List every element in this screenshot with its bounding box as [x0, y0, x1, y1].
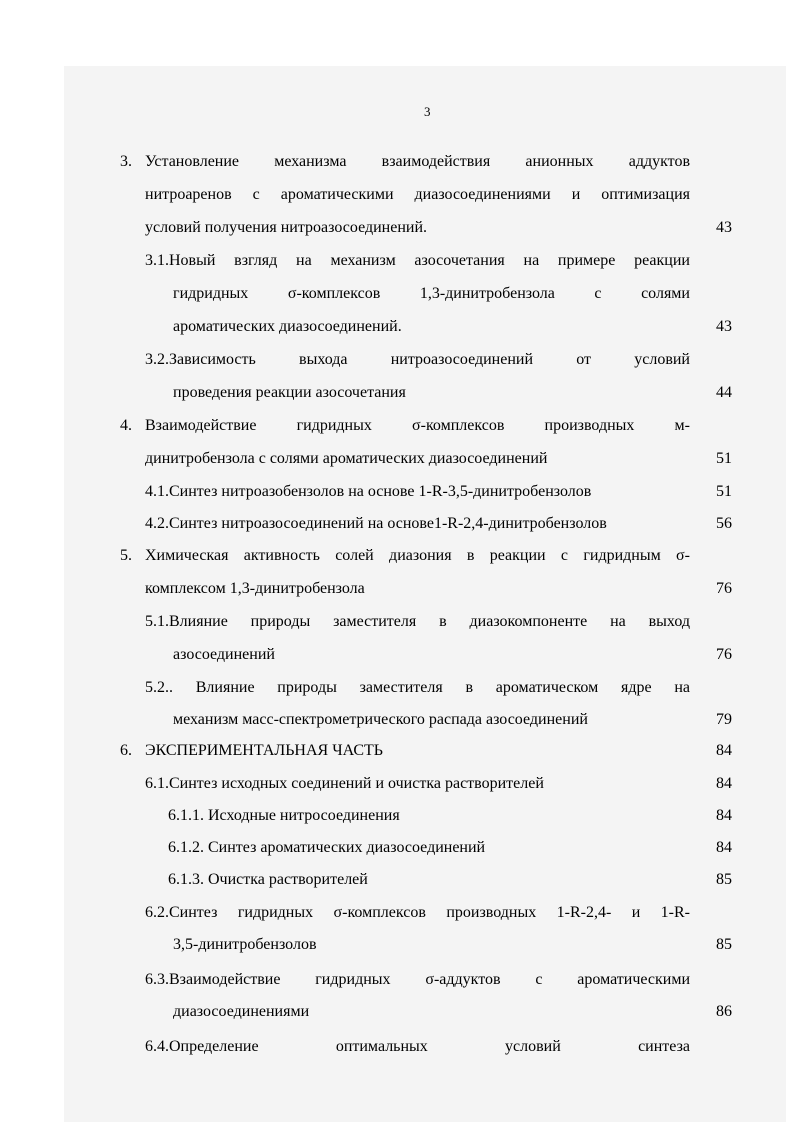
- toc-entry-5-number: 5.: [120, 547, 132, 564]
- toc-entry-5-2-page: 79: [716, 711, 732, 728]
- toc-entry-6-1-1-line-1: 6.1.1. Исходные нитросоединения: [168, 807, 400, 824]
- toc-entry-6-4-line-1: 6.4.Определение оптимальных условий синтеза: [145, 1038, 690, 1055]
- toc-entry-5-2-line-2: механизм масс-спектрометрического распада азосоединений: [173, 711, 588, 728]
- toc-entry-3-line-2: нитроаренов с ароматическими диазосоединениями и оптимизация: [145, 186, 690, 203]
- toc-entry-5-line-1: Химическая активность солей диазония в реакции с гидридным σ-: [145, 547, 690, 564]
- toc-entry-6-number: 6.: [120, 742, 132, 759]
- toc-entry-4-2-page: 56: [716, 515, 732, 532]
- toc-entry-4-line-2: динитробензола с солями ароматических диазосоединений: [145, 450, 548, 467]
- toc-entry-3-2-page: 44: [716, 384, 732, 401]
- page-number: 3: [424, 104, 431, 119]
- toc-entry-3-line-1: Установление механизма взаимодействия анионных аддуктов: [145, 153, 690, 170]
- toc-entry-6-3-line-2: диазосоединениями: [173, 1003, 310, 1020]
- toc-entry-6-1-1-page: 84: [716, 807, 732, 824]
- toc-entry-3-line-3: условий получения нитроазосоединений.: [145, 219, 428, 236]
- toc-entry-4-page: 51: [716, 450, 732, 467]
- toc-entry-5-2-line-1: 5.2.. Влияние природы заместителя в ароматическом ядре на: [145, 679, 690, 696]
- toc-entry-5-1-line-1: 5.1.Влияние природы заместителя в диазокомпоненте на выход: [145, 613, 690, 630]
- toc-entry-6-1-3-page: 85: [716, 871, 732, 888]
- toc-entry-6-2-line-1: 6.2.Синтез гидридных σ-комплексов производных 1-R-2,4- и 1-R-: [145, 904, 690, 921]
- toc-entry-5-1-line-2: азосоединений: [173, 646, 275, 663]
- toc-entry-3-1-line-3: ароматических диазосоединений.: [173, 318, 402, 335]
- toc-entry-5-page: 76: [716, 580, 732, 597]
- toc-entry-6-line-1: ЭКСПЕРИМЕНТАЛЬНАЯ ЧАСТЬ: [145, 742, 383, 759]
- toc-entry-6-1-2-line-1: 6.1.2. Синтез ароматических диазосоединений: [168, 839, 486, 856]
- toc-entry-5-1-page: 76: [716, 646, 732, 663]
- toc-entry-6-3-page: 86: [716, 1003, 732, 1020]
- toc-entry-6-1-page: 84: [716, 775, 732, 792]
- toc-entry-3-page: 43: [716, 219, 732, 236]
- toc-entry-4-line-1: Взаимодействие гидридных σ-комплексов производных м-: [145, 417, 690, 434]
- toc-entry-4-1-line-1: 4.1.Синтез нитроазобензолов на основе 1-R-3,5-динитробензолов: [145, 483, 592, 500]
- toc-entry-6-1-2-page: 84: [716, 839, 732, 856]
- toc-entry-6-1-3-line-1: 6.1.3. Очистка растворителей: [168, 871, 368, 888]
- toc-entry-3-2-line-1: 3.2.Зависимость выхода нитроазосоединений от условий: [145, 351, 690, 368]
- toc-entry-3-1-line-2: гидридных σ-комплексов 1,3-динитробензола с солями: [173, 285, 690, 302]
- toc-entry-4-2-line-1: 4.2.Синтез нитроазосоединений на основе1-R-2,4-динитробензолов: [145, 515, 607, 532]
- toc-entry-4-1-page: 51: [716, 483, 732, 500]
- toc-entry-3-number: 3.: [120, 153, 132, 170]
- toc-entry-6-1-line-1: 6.1.Синтез исходных соединений и очистка растворителей: [145, 775, 544, 792]
- toc-entry-6-page: 84: [716, 742, 732, 759]
- toc-entry-6-3-line-1: 6.3.Взаимодействие гидридных σ-аддуктов с ароматическими: [145, 971, 690, 988]
- toc-entry-3-2-line-2: проведения реакции азосочетания: [173, 384, 406, 401]
- toc-entry-3-1-line-1: 3.1.Новый взгляд на механизм азосочетания на примере реакции: [145, 252, 690, 269]
- toc-entry-6-2-page: 85: [716, 936, 732, 953]
- toc-entry-3-1-page: 43: [716, 318, 732, 335]
- toc-entry-4-number: 4.: [120, 417, 132, 434]
- toc-entry-5-line-2: комплексом 1,3-динитробензола: [145, 580, 365, 597]
- toc-entry-6-2-line-2: 3,5-динитробензолов: [173, 936, 317, 953]
